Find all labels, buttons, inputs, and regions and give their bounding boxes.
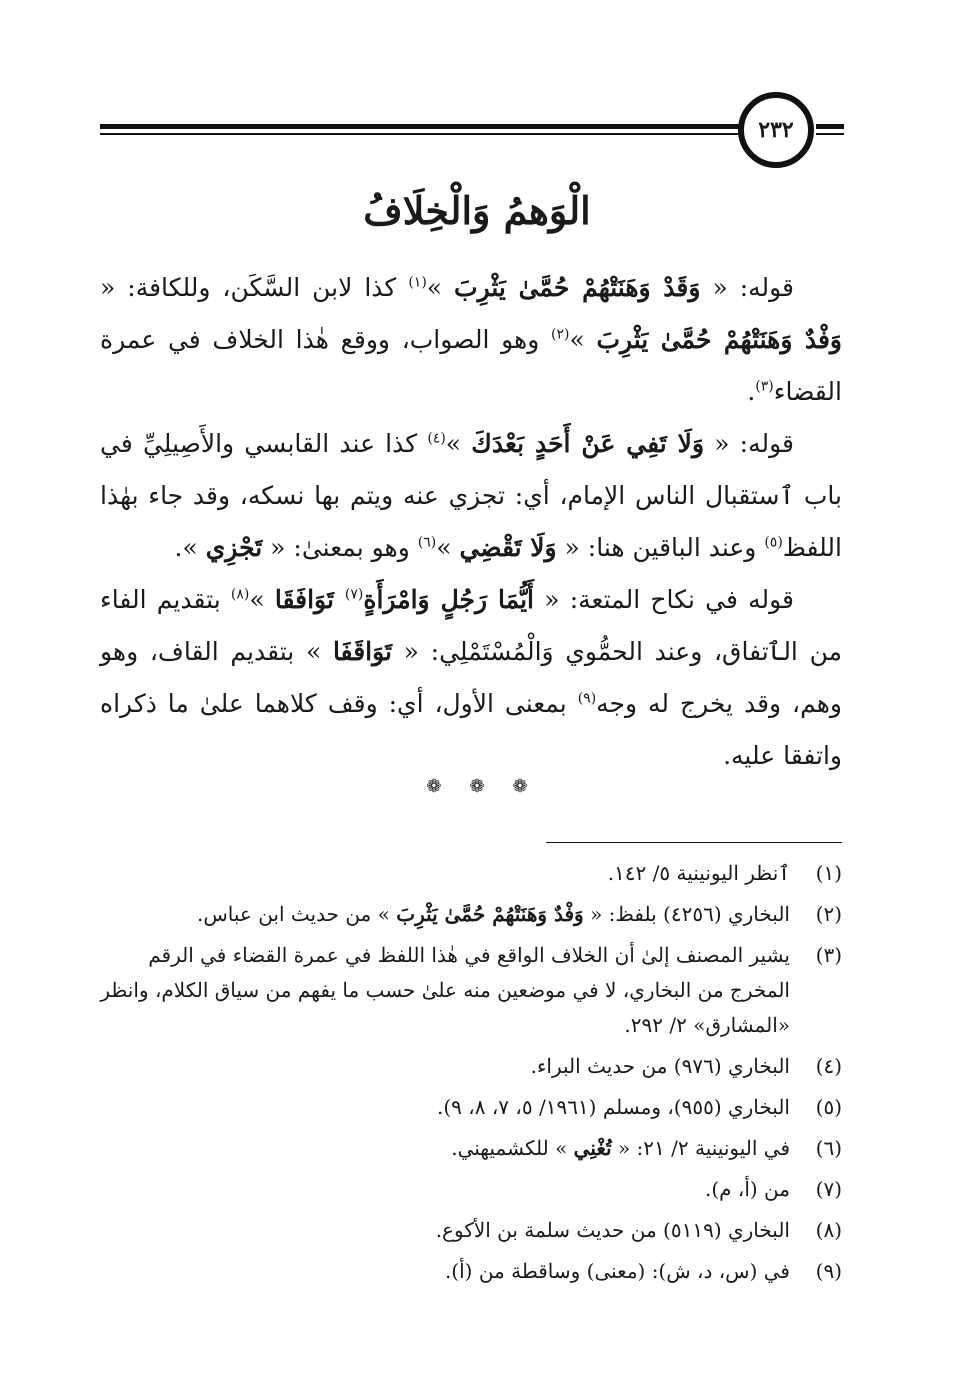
footnote-ref: (٩)	[577, 690, 597, 707]
quote: وَلَا تَقْضِي	[459, 533, 557, 562]
star-ornament: ❁	[512, 776, 528, 797]
quote: وَفْدٌ وَهَنَتْهُمْ حُمَّىٰ يَثْرِبَ	[596, 325, 843, 354]
footnote-ref: (٥)	[764, 534, 783, 551]
footnote-divider	[546, 842, 842, 843]
footnotes	[100, 856, 842, 1295]
header-rule-thin	[100, 133, 742, 135]
quote: أَيُّمَا رَجُلٍ وَامْرَأَةٍ	[363, 585, 534, 614]
paragraph-2: قوله: « وَلَا تَفِي عَنْ أَحَدٍ بَعْدَكَ »$^{(٤)}$ كذا عند القابسي والأَصِيلِيِّ في باب ٱستقبال الناس الإمام، أي: تجزي عنه ويتم بها نسكه، وقد جاء بهٰذا اللفظ$^{(٥)}$ وعند الباقين هنا: « وَلَا تَقْضِي »$^{(٦)}$ وهو بمعنىٰ: « تَجْزِي ».	[100, 429, 842, 562]
footnote-ref: (٦)	[417, 534, 437, 551]
footnote-ref: (٢)	[550, 326, 570, 343]
main-text	[100, 262, 842, 782]
star-ornament: ❁	[469, 776, 485, 797]
footnote: (١) ٱنظر اليونينية ٥/ ١٤٢.	[100, 856, 842, 891]
footnote-ref: (٧)	[344, 586, 364, 603]
footnote-ref: (١)	[408, 274, 427, 291]
footnote-ref: (٤)	[427, 430, 446, 447]
footnote: (٧) من (أ، م).	[100, 1172, 842, 1207]
footnote-number: (٨)	[815, 1218, 842, 1242]
footnote: (٩) في (س، د، ش): (معنى) وساقطة من (أ).	[100, 1254, 842, 1289]
footnote-ref: (٨)	[230, 586, 250, 603]
paragraph-3: قوله في نكاح المتعة: « أَيُّمَا رَجُلٍ وَامْرَأَةٍ$^{(٧)}$ تَوَافَقَا »$^{(٨)}$ بتقديم الفاء من الٱتفاق، وعند الحمُّوي وَالْمُسْتَمْلِي: « تَوَاقَفَا » بتقديم القاف، وهو وهم، وقد يخرج له وجه$^{(٩)}$ بمعنى الأول، أي: وقف كلاهما علىٰ ما ذكراه واتفقا عليه.	[100, 585, 842, 770]
quote: وَفْدٌ وَهَنَتْهُمْ حُمَّىٰ يَثْرِبَ	[396, 902, 584, 926]
star-ornament: ❁	[426, 776, 442, 797]
footnote: (٦) في اليونينية ٢/ ٢١: « تُغْنِي » للكشميهني.	[100, 1131, 842, 1166]
quote: تَوَاقَفَا	[332, 637, 392, 666]
footnote-number: (١)	[815, 861, 842, 885]
footnote: (٢) البخاري (٤٢٥٦) بلفظ: « وَفْدٌ وَهَنَتْهُمْ حُمَّىٰ يَثْرِبَ » من حديث ابن عباس.	[100, 897, 842, 932]
footnote: (٨) البخاري (٥١١٩) من حديث سلمة بن الأكوع.	[100, 1213, 842, 1248]
footnote-number: (٧)	[815, 1177, 842, 1201]
footnote-ref: (٣)	[755, 378, 774, 395]
quote: وَلَا تَفِي عَنْ أَحَدٍ بَعْدَكَ	[471, 429, 705, 458]
quote: تَوَافَقَا	[274, 585, 345, 614]
footnote-number: (٣)	[815, 943, 842, 967]
quote: تَجْزِي	[205, 533, 263, 562]
quote: وَقَدْ وَهَنَتْهُمْ حُمَّىٰ يَثْرِبَ	[454, 273, 701, 302]
quote: تُغْنِي	[573, 1136, 612, 1160]
header-rule-thick	[100, 124, 742, 129]
section-title: الْوَهمُ وَالْخِلَافُ	[363, 188, 591, 233]
footnote-number: (٤)	[815, 1054, 842, 1078]
paragraph-1: قوله: « وَقَدْ وَهَنَتْهُمْ حُمَّىٰ يَثْرِبَ »$^{(١)}$ كذا لابن السَّكَن، وللكافة: « وَفْدٌ وَهَنَتْهُمْ حُمَّىٰ يَثْرِبَ »$^{(٢)}$ وهو الصواب، ووقع هٰذا الخلاف في عمرة القضاء$^{(٣)}$.	[100, 273, 843, 406]
footnote: (٤) البخاري (٩٧٦) من حديث البراء.	[100, 1049, 842, 1084]
footnote-number: (٩)	[815, 1259, 842, 1283]
section-separator	[0, 776, 954, 797]
page-number-badge	[738, 92, 814, 168]
footnote-number: (٦)	[815, 1136, 842, 1160]
footnote: (٣) يشير المصنف إلىٰ أن الخلاف الواقع في هٰذا اللفظ في عمرة القضاء في الرقم المخرج من البخاري، لا في موضعين منه علىٰ حسب ما يفهم من سياق الكلام، وانظر «المشارق» ٢/ ٢٩٢.	[100, 938, 842, 1043]
footnote-number: (٥)	[815, 1095, 842, 1119]
footnote: (٥) البخاري (٩٥٥)، ومسلم (١٩٦١/ ٥، ٧، ٨، ٩).	[100, 1090, 842, 1125]
page-number: ٢٣٢	[758, 117, 794, 143]
header-rule-thin-right	[816, 133, 844, 135]
header-rule-thick-right	[816, 124, 844, 129]
footnote-number: (٢)	[815, 902, 842, 926]
